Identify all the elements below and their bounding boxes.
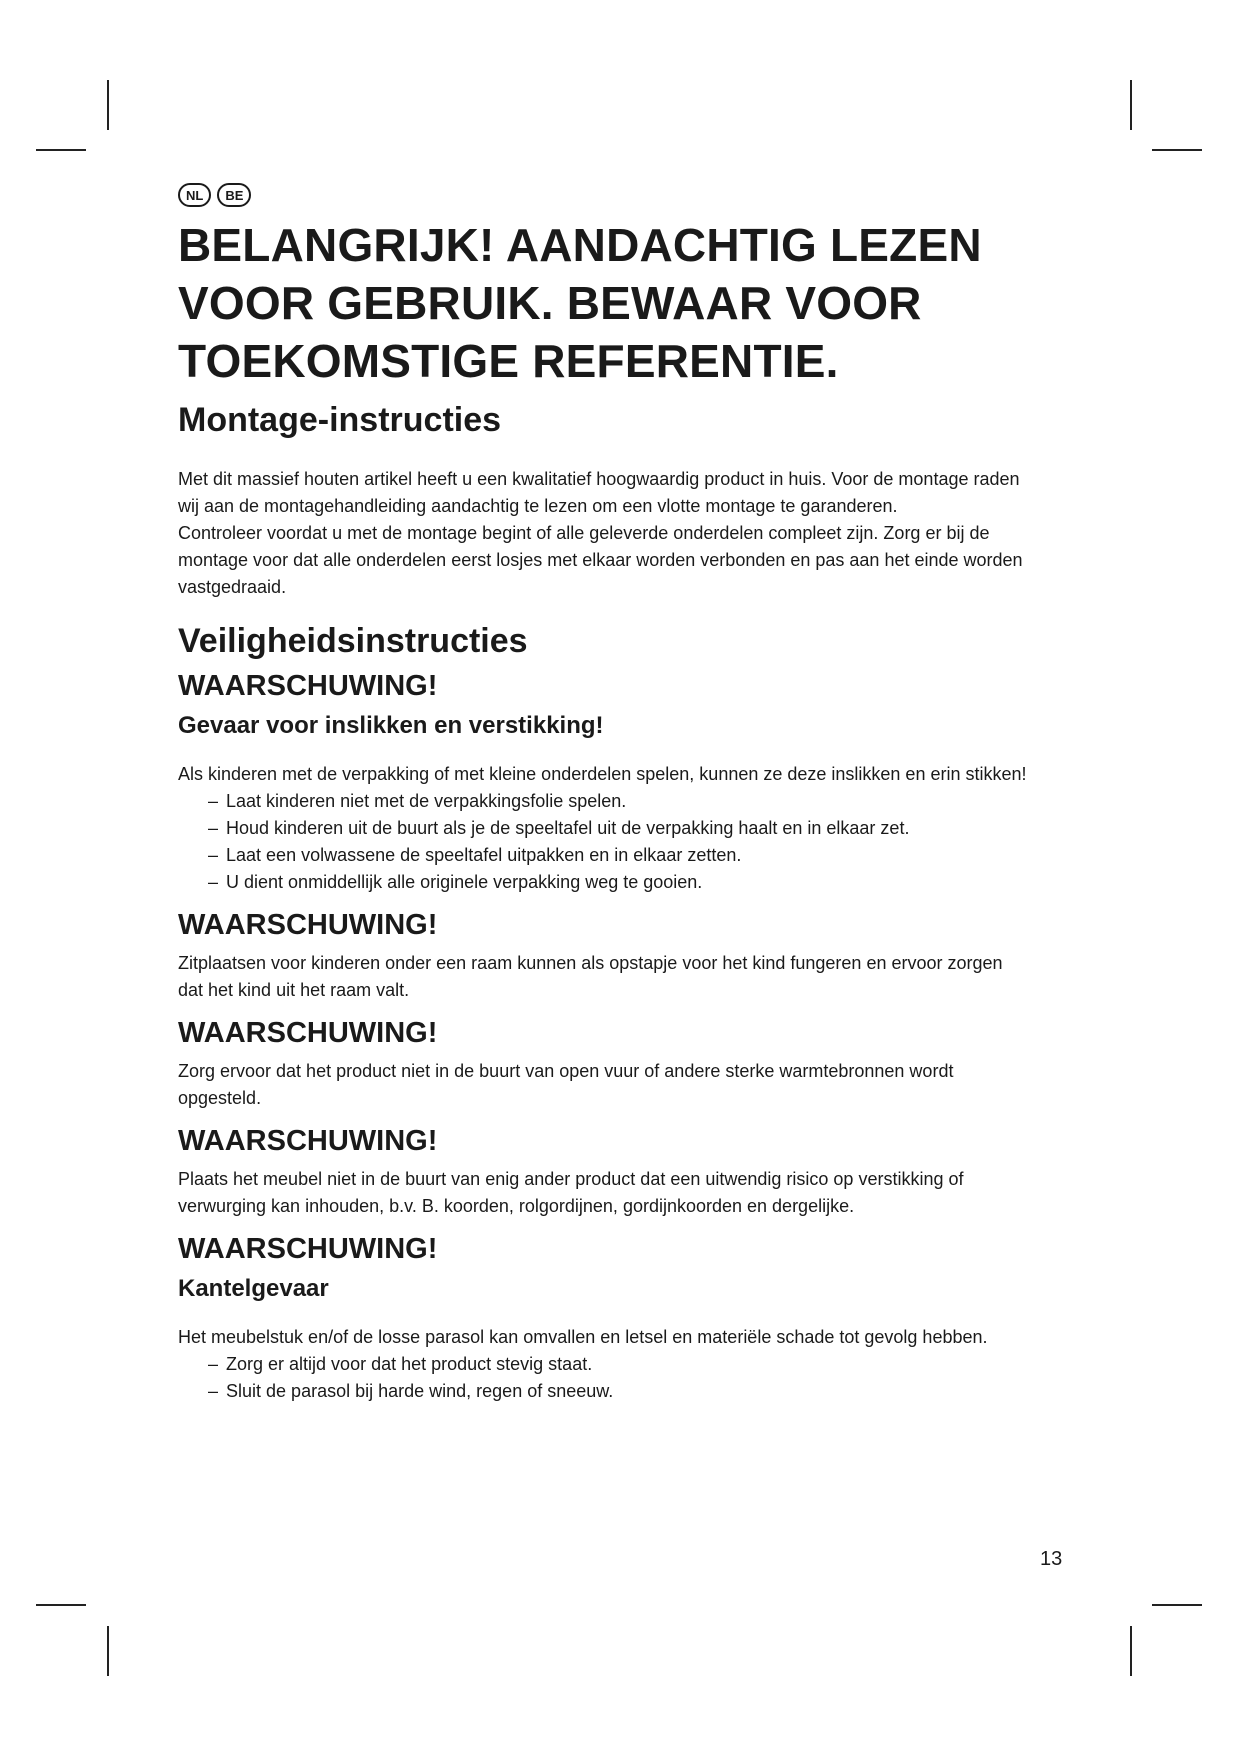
list-item xyxy=(208,869,1078,896)
warning-intro: Als kinderen met de verpakking of met kleine onderdelen spelen, kunnen ze deze inslikken en erin stikken! xyxy=(178,764,1027,784)
list-item-text: Laat een volwassene de speeltafel uitpakken en in elkaar zetten. xyxy=(226,845,742,865)
warning-title: WAARSCHUWING! xyxy=(178,909,438,941)
text-line: opgesteld. xyxy=(178,1088,262,1108)
dash: – xyxy=(208,872,219,892)
text-line: wij aan de montagehandleiding aandachtig te lezen om een vlotte montage te garanderen. xyxy=(178,496,898,516)
safety-heading: Veiligheidsinstructies xyxy=(178,622,528,660)
text-line: Zorg ervoor dat het product niet in de buurt van open vuur of andere sterke warmtebronnen wordt xyxy=(178,1061,954,1081)
warning-5 xyxy=(178,1230,1078,1405)
text-line: Plaats het meubel niet in de buurt van enig ander product dat een uitwendig risico op verstikking of xyxy=(178,1169,964,1189)
dash: – xyxy=(208,1354,219,1374)
list-item-text: Houd kinderen uit de buurt als je de speeltafel uit de verpakking haalt en in elkaar zet. xyxy=(226,818,910,838)
warning-2 xyxy=(178,906,1078,1004)
crop-mark-bottom-left-vertical xyxy=(107,1626,109,1676)
text-line: montage voor dat alle onderdelen eerst losjes met elkaar worden verbonden en pas aan het einde worden xyxy=(178,550,1023,570)
warning-title: WAARSCHUWING! xyxy=(178,1017,438,1049)
list-item xyxy=(208,815,1078,842)
warning-title: WAARSCHUWING! xyxy=(178,1233,438,1265)
text-line: vastgedraaid. xyxy=(178,577,287,597)
warning-title: WAARSCHUWING! xyxy=(178,1125,438,1157)
crop-mark-top-left-vertical xyxy=(107,80,109,130)
warning-4 xyxy=(178,1122,1078,1220)
dash: – xyxy=(208,1381,219,1401)
warning-3 xyxy=(178,1014,1078,1112)
montage-section xyxy=(178,398,1078,601)
crop-mark-top-right-vertical xyxy=(1130,80,1132,130)
warning-list xyxy=(178,788,1078,896)
text-line: Met dit massief houten artikel heeft u een kwalitatief hoogwaardig product in huis. Voor de montage raden xyxy=(178,469,1020,489)
list-item xyxy=(208,1351,1078,1378)
text-line: verwurging kan inhouden, b.v. B. koorden, rolgordijnen, gordijnkoorden en dergelijke. xyxy=(178,1196,855,1216)
dash: – xyxy=(208,791,219,811)
crop-mark-top-left-horizontal xyxy=(36,149,86,151)
montage-text xyxy=(178,466,1078,601)
warning-1 xyxy=(178,667,1078,896)
warning-text xyxy=(178,950,1078,1004)
list-item-text: Sluit de parasol bij harde wind, regen of sneeuw. xyxy=(226,1381,614,1401)
title-line: BELANGRIJK! AANDACHTIG LEZEN xyxy=(178,219,982,271)
crop-mark-bottom-right-horizontal xyxy=(1152,1604,1202,1606)
page-title xyxy=(178,216,1078,390)
text-line: Controleer voordat u met de montage begint of alle geleverde onderdelen compleet zijn. Zorg er bij de xyxy=(178,523,990,543)
warning-subtitle: Kantelgevaar xyxy=(178,1275,329,1302)
crop-mark-top-right-horizontal xyxy=(1152,149,1202,151)
text-line: Zitplaatsen voor kinderen onder een raam kunnen als opstapje voor het kind fungeren en ervoor zorgen xyxy=(178,953,1003,973)
language-badges xyxy=(178,180,1078,210)
warning-text xyxy=(178,1166,1078,1220)
list-item-text: U dient onmiddellijk alle originele verpakking weg te gooien. xyxy=(226,872,703,892)
warning-text xyxy=(178,1058,1078,1112)
warning-intro: Het meubelstuk en/of de losse parasol kan omvallen en letsel en materiële schade tot gevolg hebben. xyxy=(178,1327,988,1347)
warning-list xyxy=(178,1351,1078,1405)
text-line: dat het kind uit het raam valt. xyxy=(178,980,410,1000)
list-item xyxy=(208,788,1078,815)
page-number: 13 xyxy=(1040,1548,1063,1570)
crop-mark-bottom-right-vertical xyxy=(1130,1626,1132,1676)
badge-nl: NL xyxy=(178,183,211,207)
title-line: TOEKOMSTIGE REFERENTIE. xyxy=(178,335,839,387)
crop-mark-bottom-left-horizontal xyxy=(36,1604,86,1606)
list-item-text: Zorg er altijd voor dat het product stevig staat. xyxy=(226,1354,593,1374)
safety-section xyxy=(178,619,1078,1405)
montage-heading: Montage-instructies xyxy=(178,401,502,439)
warning-subtitle: Gevaar voor inslikken en verstikking! xyxy=(178,712,604,739)
page-content xyxy=(178,180,1078,1405)
warning-title: WAARSCHUWING! xyxy=(178,670,438,702)
title-line: VOOR GEBRUIK. BEWAAR VOOR xyxy=(178,277,922,329)
dash: – xyxy=(208,845,219,865)
dash: – xyxy=(208,818,219,838)
list-item xyxy=(208,842,1078,869)
list-item xyxy=(208,1378,1078,1405)
list-item-text: Laat kinderen niet met de verpakkingsfolie spelen. xyxy=(226,791,627,811)
badge-be: BE xyxy=(217,183,251,207)
